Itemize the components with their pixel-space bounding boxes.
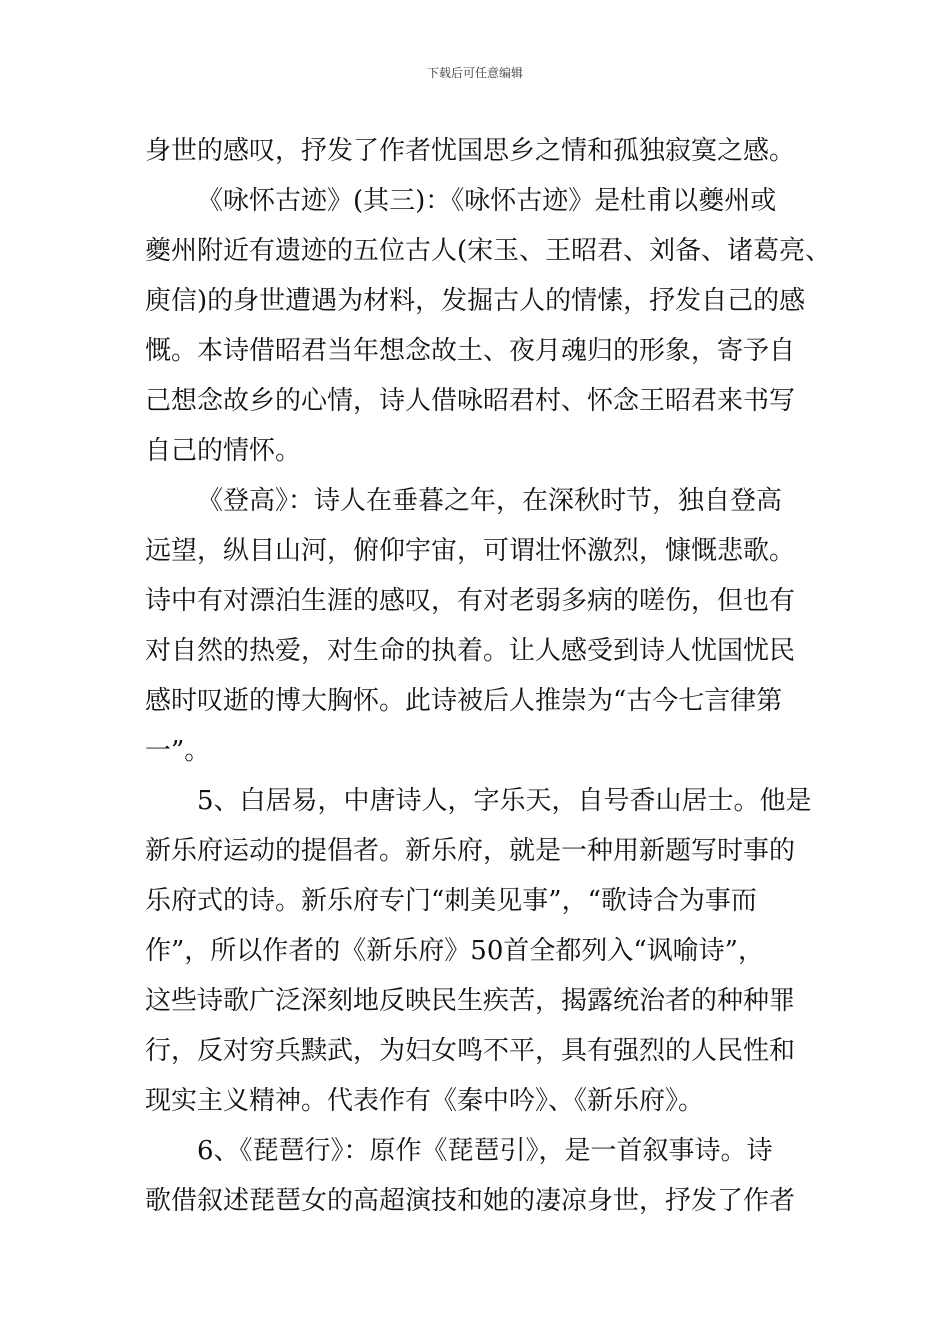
- text-line: 慨。本诗借昭君当年想念故土、夜月魂归的形象，寄予自: [145, 336, 796, 366]
- text-line: 身世的感叹，抒发了作者忧国思乡之情和孤独寂寞之感。: [145, 136, 796, 166]
- text-line: 这些诗歌广泛深刻地反映民生疾苦，揭露统治者的种种罪: [145, 986, 796, 1016]
- text-line: 行，反对穷兵黩武，为妇女鸣不平，具有强烈的人民性和: [145, 1036, 796, 1066]
- text-line: 自己的情怀。: [145, 436, 302, 466]
- text-line: 歌借叙述琵琶女的高超演技和她的凄凉身世，抒发了作者: [145, 1186, 796, 1216]
- text-line: 5、白居易，中唐诗人，字乐天，自号香山居士。他是: [197, 786, 812, 816]
- page-header: 下载后可任意编辑: [426, 66, 523, 80]
- text-line: 6、《琵琶行》：原作《琵琶引》，是一首叙事诗。诗: [197, 1136, 773, 1166]
- text-line: 对自然的热爱，对生命的执着。让人感受到诗人忧国忧民: [145, 636, 796, 666]
- text-line: 作”，所以作者的《新乐府》50首全都列入“讽喻诗”，: [145, 936, 764, 966]
- text-line: 现实主义精神。代表作有《秦中吟》、《新乐府》。: [145, 1086, 705, 1116]
- text-line: 《咏怀古迹》(其三)：《咏怀古迹》是杜甫以夔州或: [197, 186, 777, 216]
- text-line: 感时叹逝的博大胸怀。此诗被后人推崇为“古今七言律第: [145, 686, 783, 716]
- text-line: 夔州附近有遗迹的五位古人(宋玉、王昭君、刘备、诸葛亮、: [145, 236, 832, 266]
- text-line: 庾信)的身世遭遇为材料，发掘古人的情愫，抒发自己的感: [145, 286, 806, 316]
- text-line: 一”。: [145, 736, 211, 766]
- text-line: 己想念故乡的心情，诗人借咏昭君村、怀念王昭君来书写: [145, 386, 796, 416]
- text-line: 远望，纵目山河，俯仰宇宙，可谓壮怀激烈，慷慨悲歌。: [145, 536, 796, 566]
- text-line: 诗中有对漂泊生涯的感叹，有对老弱多病的嗟伤，但也有: [145, 586, 796, 616]
- text-line: 乐府式的诗。新乐府专门“刺美见事”，“歌诗合为事而: [145, 886, 757, 916]
- text-line: 新乐府运动的提倡者。新乐府，就是一种用新题写时事的: [145, 836, 796, 866]
- text-line: 《登高》：诗人在垂暮之年，在深秋时节，独自登高: [197, 486, 783, 516]
